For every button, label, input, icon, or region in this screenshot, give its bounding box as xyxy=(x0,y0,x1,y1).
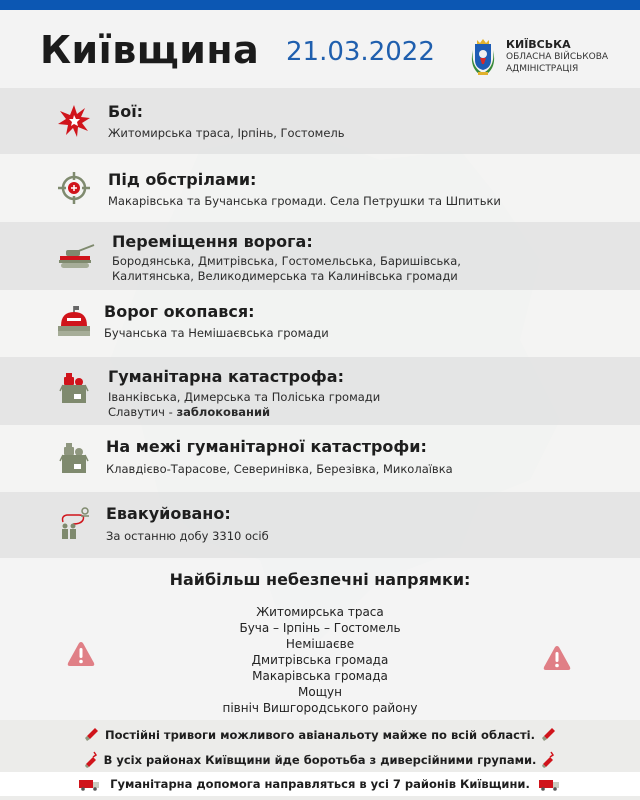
crosshair-icon xyxy=(57,171,91,205)
section-label: Ворог окопався: xyxy=(104,302,255,321)
section-label: На межі гуманітарної катастрофи: xyxy=(106,437,427,456)
danger-item: Макарівська громада xyxy=(252,669,388,683)
section-text: За останню добу 3310 осіб xyxy=(106,529,269,543)
org-line-3: АДМІНІСТРАЦІЯ xyxy=(506,64,579,74)
section-label: Під обстрілами: xyxy=(108,170,257,189)
section-text: Бучанська та Немішаєвська громади xyxy=(104,326,329,340)
report-date: 21.03.2022 xyxy=(286,37,435,67)
danger-item: Буча – Ірпінь – Гостомель xyxy=(239,621,401,635)
danger-title: Найбільш небезпечні напрямки: xyxy=(169,570,471,589)
danger-item: Немішаєве xyxy=(285,637,355,651)
danger-item: північ Вишгородського району xyxy=(222,701,418,715)
note-text: Гуманітарна допомога направляться в усі 7 районів Київщини. xyxy=(110,777,530,791)
section-label: Евакуйовано: xyxy=(106,504,231,523)
section-label: Бої: xyxy=(108,102,144,121)
section-text-line-1: Іванківська, Димерська та Поліська громади xyxy=(108,390,381,404)
note-humanitarian-aid xyxy=(0,772,640,796)
explosion-icon xyxy=(57,104,91,138)
organization-name xyxy=(506,39,608,75)
most-dangerous-directions xyxy=(0,558,640,720)
danger-item: Дмитрівська громада xyxy=(251,653,389,667)
section-enemy-movement xyxy=(0,222,640,290)
missile-icon xyxy=(539,726,557,744)
page-title: Київщина xyxy=(40,28,260,72)
aid-box-icon xyxy=(57,441,91,475)
section-text-line-2 xyxy=(108,405,270,420)
note-air-raid xyxy=(0,723,640,747)
section-under-shelling xyxy=(0,154,640,222)
blocked-status: заблокований xyxy=(176,405,271,419)
note-sabotage-groups xyxy=(0,748,640,772)
truck-icon xyxy=(538,775,560,793)
notes-footer xyxy=(0,720,640,800)
tank-icon xyxy=(56,240,96,274)
section-humanitarian-catastrophe xyxy=(0,357,640,425)
section-text: Клавдієво-Тарасове, Северинівка, Березівка, Миколаївка xyxy=(106,462,453,476)
section-label: Гуманітарна катастрофа: xyxy=(108,367,344,386)
section-label: Переміщення ворога: xyxy=(112,232,313,251)
dynamite-icon xyxy=(539,751,557,769)
note-text: Постійні тривоги можливого авіанальоту майже по всій області. xyxy=(105,728,535,742)
evacuation-route-icon xyxy=(57,506,91,540)
danger-item: Мощун xyxy=(298,685,342,699)
section-text-line-1: Бородянська, Дмитрівська, Гостомельська, Баришівська, xyxy=(112,254,461,268)
top-accent-bar xyxy=(0,0,640,10)
org-line-1: КИЇВСЬКА xyxy=(506,38,571,51)
section-text-line-2: Калитянська, Великодимерська та Калинівська громади xyxy=(112,269,458,283)
org-line-2: ОБЛАСНА ВІЙСЬКОВА xyxy=(506,52,609,62)
aid-box-red-icon xyxy=(57,371,91,405)
section-near-humanitarian-catastrophe xyxy=(0,425,640,492)
section-text: Макарівська та Бучанська громади. Села Петрушки та Шпитьки xyxy=(108,194,501,208)
section-evacuated xyxy=(0,492,640,558)
warning-triangle-icon xyxy=(67,641,95,667)
slavutych-prefix: Славутич - xyxy=(108,405,177,419)
section-text: Житомирська траса, Ірпінь, Гостомель xyxy=(108,126,345,140)
note-text: В усіх районах Київщини йде боротьба з диверсійними групами. xyxy=(103,753,537,767)
section-enemy-entrenched xyxy=(0,290,640,357)
section-fighting xyxy=(0,88,640,154)
bunker-icon xyxy=(57,304,91,338)
coat-of-arms-icon xyxy=(471,36,495,76)
header xyxy=(0,10,640,88)
status-sections xyxy=(0,88,640,558)
warning-triangle-icon xyxy=(543,645,571,671)
danger-item: Житомирська траса xyxy=(256,605,384,619)
